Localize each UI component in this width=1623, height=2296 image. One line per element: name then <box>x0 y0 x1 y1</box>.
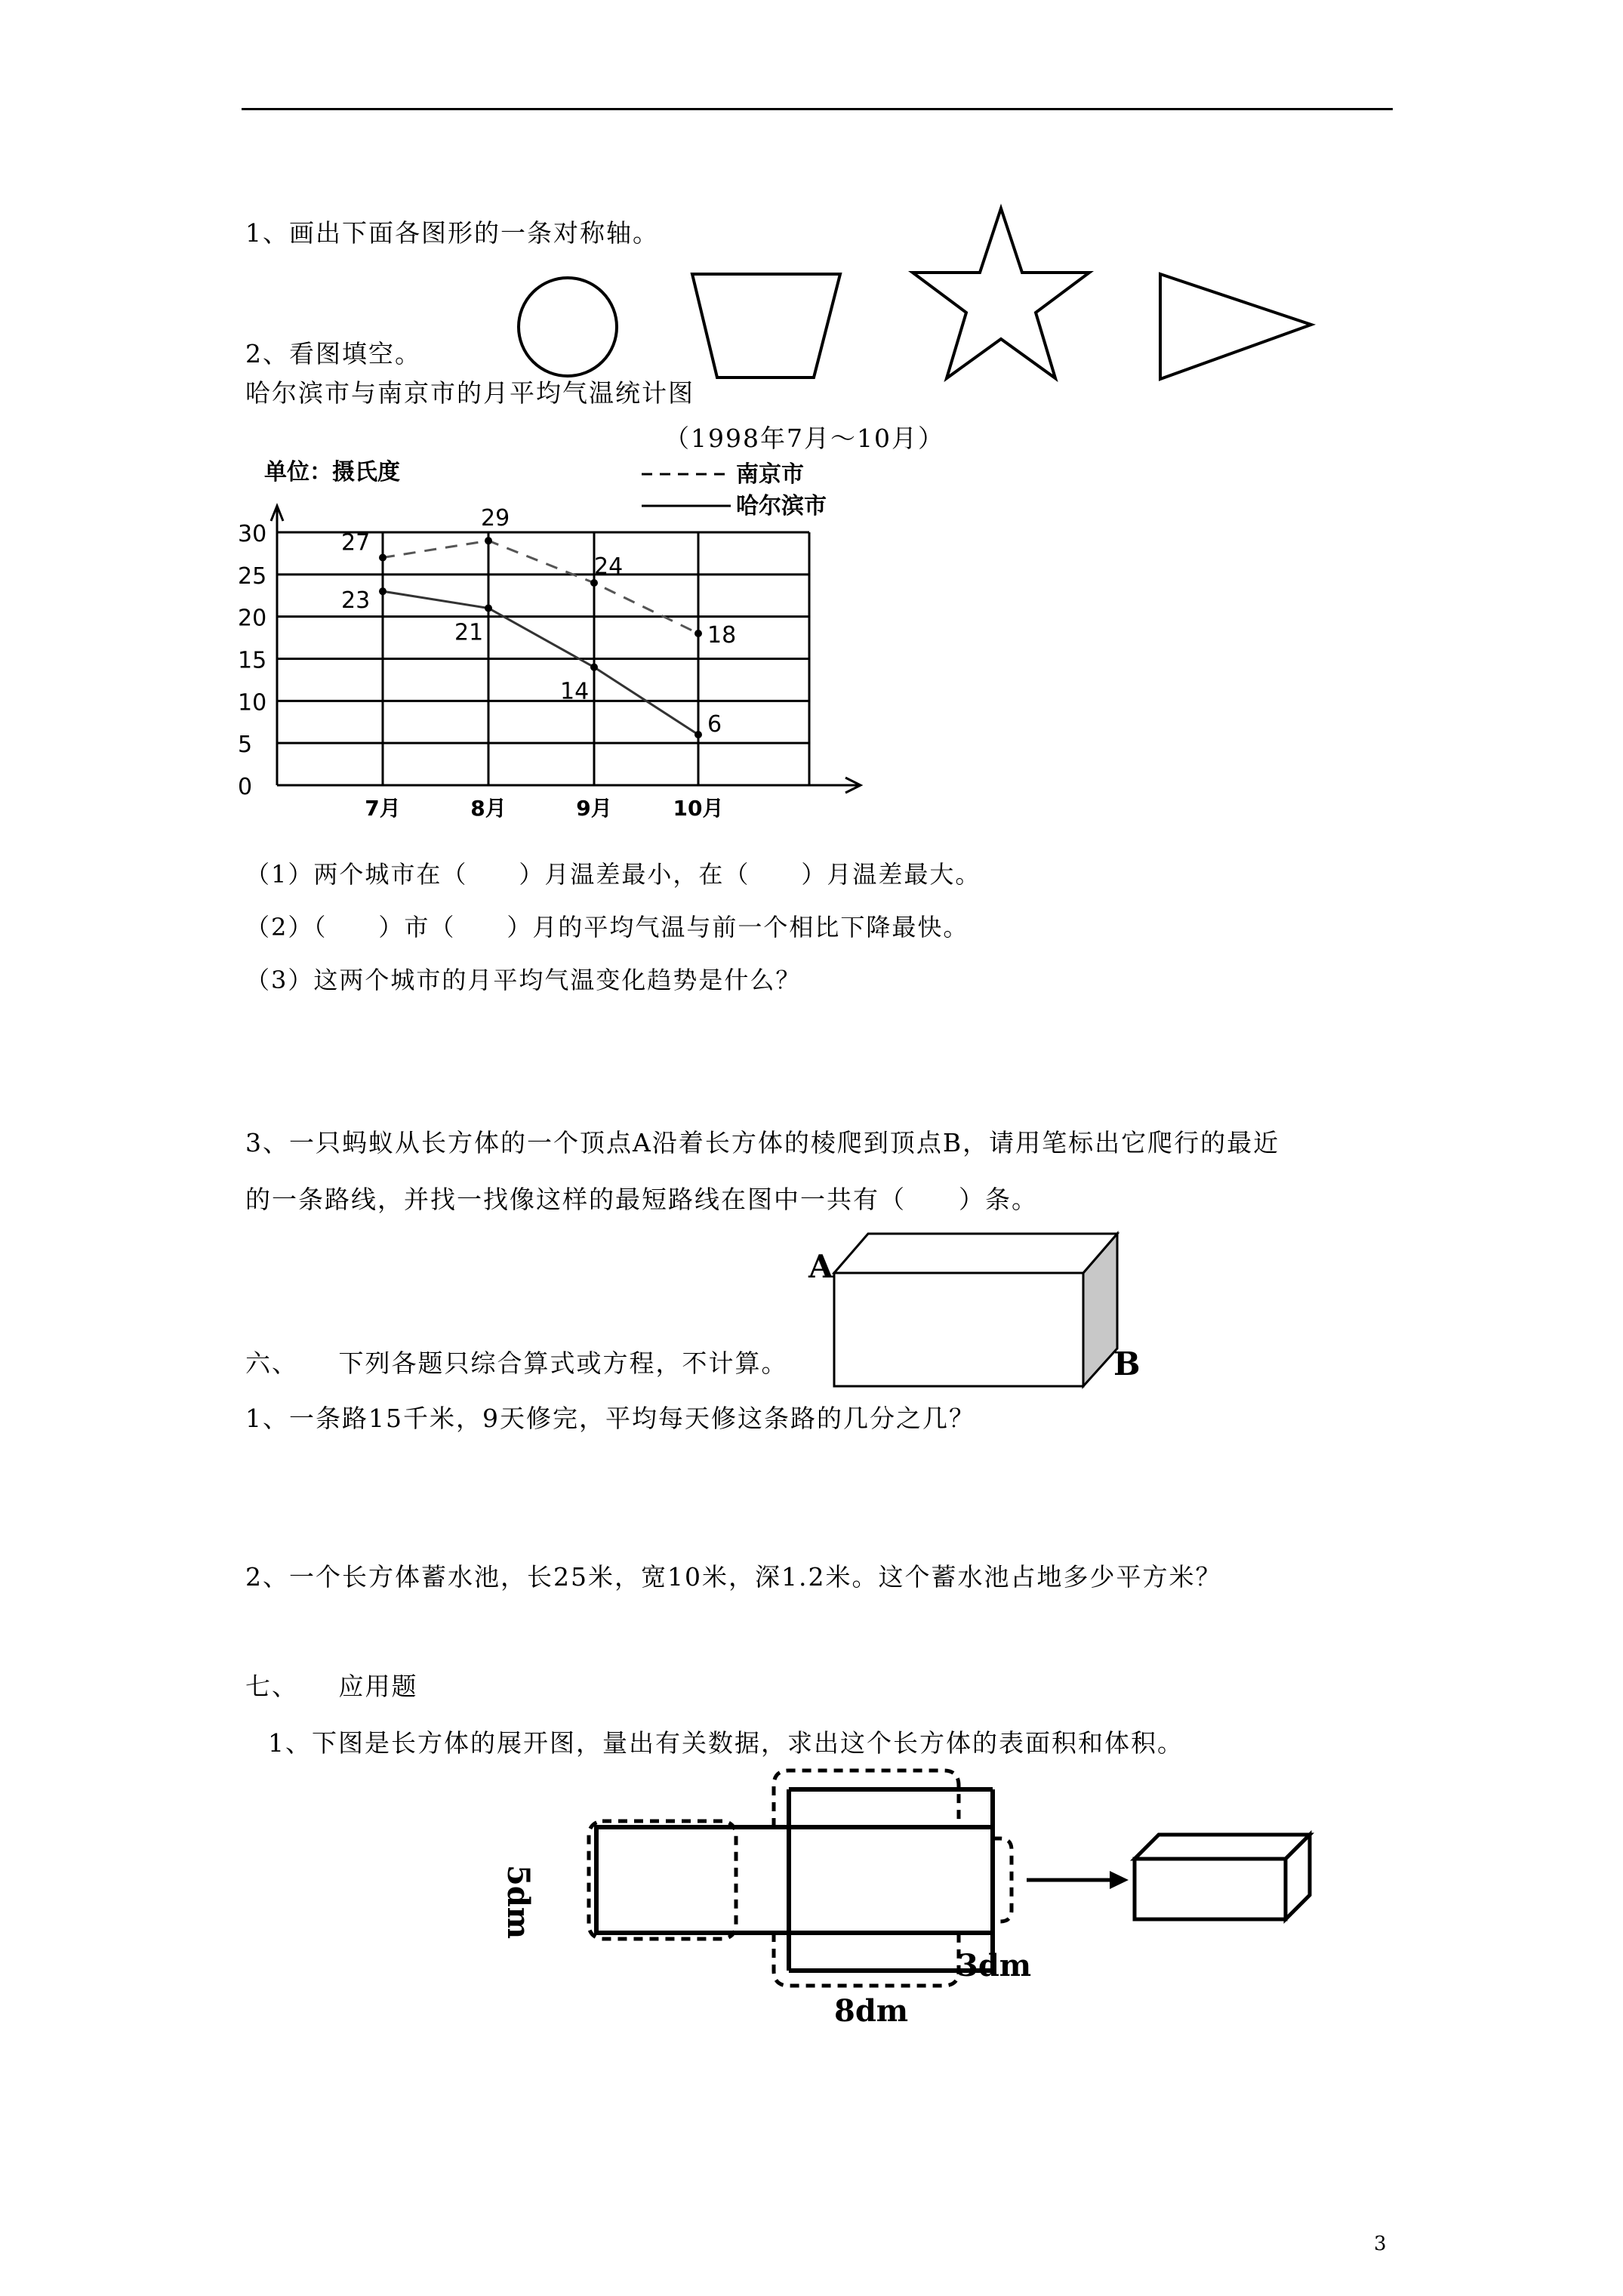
y-tick-label: 15 <box>238 647 267 674</box>
q3-line2: 的一条路线，并找一找像这样的最短路线在图中一共有（ ）条。 <box>245 1185 1038 1214</box>
net-bottom-dashed-face <box>774 1933 959 1986</box>
cuboid-label-a: A <box>808 1248 833 1285</box>
data-label: 21 <box>454 619 484 646</box>
section6-heading: 六、 下列各题只综合算式或方程，不计算。 <box>245 1348 788 1378</box>
data-label: 6 <box>707 711 722 738</box>
y-tick-label: 25 <box>238 562 267 590</box>
q2-sub1: （1）两个城市在（ ）月温差最小，在（ ）月温差最大。 <box>245 860 981 889</box>
chart-subtitle: （1998年7月～10月） <box>664 424 944 453</box>
net-arrow-head <box>1110 1871 1129 1889</box>
y-axis-label: 单位：摄氏度 <box>264 459 400 485</box>
y-tick-label: 30 <box>238 521 267 547</box>
q3-line1: 3、一只蚂蚁从长方体的一个顶点A沿着长方体的棱爬到顶点B，请用笔标出它爬行的最近 <box>245 1128 1280 1157</box>
data-label: 27 <box>341 529 371 556</box>
y-tick-label: 20 <box>238 605 267 632</box>
x-tick-label: 10月 <box>673 796 724 821</box>
net-right-flap <box>993 1838 1012 1922</box>
section7-heading: 七、 应用题 <box>245 1672 418 1701</box>
y-tick-label: 0 <box>238 774 253 800</box>
q1-text: 1、画出下面各图形的一条对称轴。 <box>245 218 659 248</box>
section6-q2: 2、一个长方体蓄水池，长25米，宽10米，深1.2米。这个蓄水池占地多少平方米？ <box>245 1562 1222 1592</box>
data-label: 24 <box>594 553 624 580</box>
net-front-face <box>789 1827 993 1933</box>
q2-text: 2、看图填空。 <box>245 339 421 368</box>
x-tick-label: 8月 <box>470 796 507 821</box>
data-label: 29 <box>481 505 510 532</box>
legend-label: 哈尔滨市 <box>736 493 827 519</box>
q2-sub3: （3）这两个城市的月平均气温变化趋势是什么？ <box>245 966 802 994</box>
x-tick-label: 9月 <box>576 796 612 821</box>
net-dim-width: 3dm <box>957 1948 1032 1983</box>
cuboid-label-b: B <box>1113 1345 1141 1382</box>
q2-sub2: （2）（ ）市（ ）月的平均气温与前一个相比下降最快。 <box>245 913 969 942</box>
net-left-flap <box>589 1821 736 1939</box>
net-top-dashed-face <box>774 1771 959 1827</box>
small-cuboid-front <box>1135 1859 1286 1919</box>
y-tick-label: 10 <box>238 689 267 717</box>
data-label: 23 <box>341 587 371 615</box>
legend-label: 南京市 <box>736 461 804 488</box>
data-label: 14 <box>560 678 590 705</box>
net-dim-length: 8dm <box>834 1993 909 2029</box>
page-number: 3 <box>1374 2233 1387 2255</box>
net-dim-height: 5dm <box>500 1865 536 1940</box>
data-label: 18 <box>707 622 737 649</box>
net-left-face <box>596 1827 789 1933</box>
small-cuboid-top <box>1135 1835 1310 1859</box>
x-tick-label: 7月 <box>365 796 401 821</box>
y-tick-label: 5 <box>238 732 253 759</box>
chart-title: 哈尔滨市与南京市的月平均气温统计图 <box>245 378 694 408</box>
section7-q1: 1、下图是长方体的展开图，量出有关数据，求出这个长方体的表面积和体积。 <box>268 1728 1184 1758</box>
section6-q1: 1、一条路15千米，9天修完，平均每天修这条路的几分之几？ <box>245 1404 975 1433</box>
